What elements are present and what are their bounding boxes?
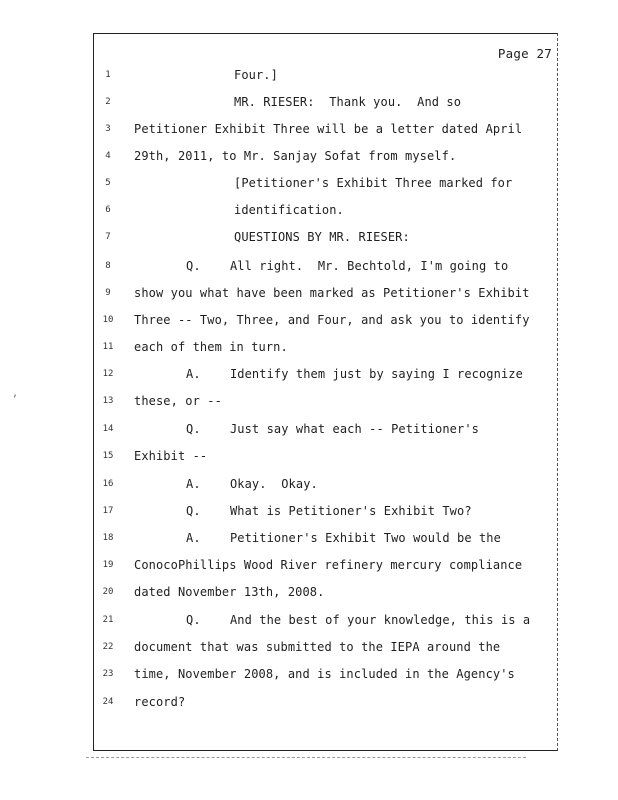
transcript-line [0, 340, 618, 358]
line-number: 2 [105, 97, 111, 107]
line-text: these, or -- [134, 394, 222, 408]
line-text: show you what have been marked as Petitioner's Exhibit [134, 286, 530, 300]
line-text: each of them in turn. [134, 340, 288, 354]
line-number: 14 [102, 424, 114, 434]
line-text: A. Okay. Okay. [186, 477, 318, 491]
transcript-line [0, 640, 618, 658]
transcript-line [0, 122, 618, 140]
line-number: 17 [102, 506, 114, 516]
line-text: Q. What is Petitioner's Exhibit Two? [186, 504, 472, 518]
transcript-line [0, 695, 618, 713]
line-number: 16 [102, 479, 114, 489]
scan-artifact-line [86, 757, 526, 758]
transcript-line [0, 667, 618, 685]
line-text: ConocoPhillips Wood River refinery mercury compliance [134, 558, 523, 572]
line-number: 21 [102, 615, 114, 625]
line-number: 8 [105, 261, 111, 271]
margin-mark: ‚ [12, 388, 19, 399]
line-text: record? [134, 695, 186, 709]
line-number: 11 [102, 342, 114, 352]
line-text: document that was submitted to the IEPA around the [134, 640, 501, 654]
line-number: 19 [102, 560, 114, 570]
transcript-line [0, 176, 618, 194]
line-text: MR. RIESER: Thank you. And so [234, 95, 462, 109]
line-text: Exhibit -- [134, 449, 208, 463]
line-number: 22 [102, 642, 114, 652]
transcript-line [0, 585, 618, 603]
line-number: 5 [105, 178, 111, 188]
transcript-line [0, 613, 618, 631]
line-text: Q. All right. Mr. Bechtold, I'm going to [186, 259, 509, 273]
line-text: time, November 2008, and is included in the Agency's [134, 667, 515, 681]
transcript-line [0, 313, 618, 331]
line-text: Q. And the best of your knowledge, this is a [186, 613, 531, 627]
line-text: [Petitioner's Exhibit Three marked for [234, 176, 513, 190]
line-text: Three -- Two, Three, and Four, and ask you to identify [134, 313, 530, 327]
line-number: 12 [102, 369, 114, 379]
transcript-line [0, 95, 618, 113]
line-text: Q. Just say what each -- Petitioner's [186, 422, 479, 436]
transcript-line [0, 203, 618, 221]
line-number: 3 [105, 124, 111, 134]
line-number: 18 [102, 533, 114, 543]
transcript-line [0, 531, 618, 549]
transcript-line [0, 422, 618, 440]
line-number: 23 [102, 669, 114, 679]
line-number: 20 [102, 587, 114, 597]
line-text: Petitioner Exhibit Three will be a letter dated April [134, 122, 523, 136]
transcript-line [0, 367, 618, 385]
line-number: 1 [105, 70, 111, 80]
transcript-line [0, 477, 618, 495]
line-text: A. Identify them just by saying I recognize [186, 367, 523, 381]
line-text: Four.] [234, 68, 278, 82]
transcript-line [0, 558, 618, 576]
line-number: 24 [102, 697, 114, 707]
transcript-line [0, 504, 618, 522]
transcript-line [0, 149, 618, 167]
line-number: 10 [102, 315, 114, 325]
transcript-line [0, 230, 618, 248]
transcript-line [0, 449, 618, 467]
line-number: 9 [105, 288, 111, 298]
line-number: 6 [105, 205, 111, 215]
line-text: QUESTIONS BY MR. RIESER: [234, 230, 410, 244]
transcript-line [0, 394, 618, 412]
line-text: 29th, 2011, to Mr. Sanjay Sofat from myself. [134, 149, 457, 163]
line-number: 4 [105, 151, 111, 161]
line-text: identification. [234, 203, 344, 217]
line-number: 15 [102, 451, 114, 461]
line-number: 7 [105, 232, 111, 242]
line-text: dated November 13th, 2008. [134, 585, 325, 599]
transcript-line [0, 259, 618, 277]
page-number: Page 27 [497, 46, 552, 61]
line-text: A. Petitioner's Exhibit Two would be the [186, 531, 501, 545]
transcript-line [0, 68, 618, 86]
line-number: 13 [102, 396, 114, 406]
transcript-line [0, 286, 618, 304]
